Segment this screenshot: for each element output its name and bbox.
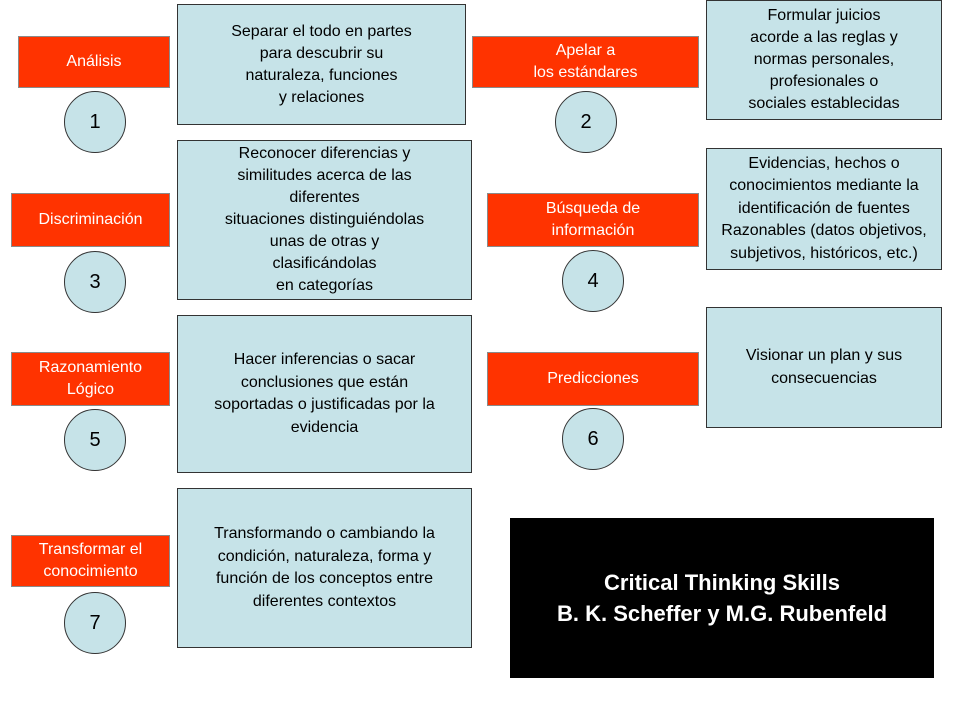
skill-number-5: 5 xyxy=(64,409,126,471)
skill-label-analisis: Análisis xyxy=(18,36,170,88)
skill-number-4: 4 xyxy=(562,250,624,312)
skill-label-predicciones: Predicciones xyxy=(487,352,699,406)
skill-number-1: 1 xyxy=(64,91,126,153)
title-line-2: B. K. Scheffer y M.G. Rubenfeld xyxy=(556,601,888,626)
skill-number-6: 6 xyxy=(562,408,624,470)
title-box xyxy=(510,518,934,678)
skill-number-2: 2 xyxy=(555,91,617,153)
skill-description-predicciones: Visionar un plan y sus consecuencias xyxy=(706,307,942,428)
skill-label-discriminacion: Discriminación xyxy=(11,193,170,247)
skill-description-analisis: Separar el todo en partes para descubrir su naturaleza, funciones y relaciones xyxy=(177,4,466,125)
skill-description-transformar-conocimiento: Transformando o cambiando la condición, naturaleza, forma y función de los conceptos entre diferentes contextos xyxy=(177,488,472,648)
skill-label-busqueda-informacion: Búsqueda de información xyxy=(487,193,699,247)
skill-description-razonamiento-logico: Hacer inferencias o sacar conclusiones que están soportadas o justificadas por la evidencia xyxy=(177,315,472,473)
skill-number-3: 3 xyxy=(64,251,126,313)
skill-label-razonamiento-logico: Razonamiento Lógico xyxy=(11,352,170,406)
skill-label-apelar-estandares: Apelar a los estándares xyxy=(472,36,699,88)
skill-number-7: 7 xyxy=(64,592,126,654)
title-line-1: Critical Thinking Skills xyxy=(604,570,840,595)
skill-description-apelar-estandares: Formular juicios acorde a las reglas y normas personales, profesionales o sociales establecidas xyxy=(706,0,942,120)
skill-description-discriminacion: Reconocer diferencias y similitudes acerca de las diferentes situaciones distinguiéndolas unas de otras y clasificándolas en categorías xyxy=(177,140,472,300)
skill-label-transformar-conocimiento: Transformar el conocimiento xyxy=(11,535,170,587)
skill-description-busqueda-informacion: Evidencias, hechos o conocimientos mediante la identificación de fuentes Razonables (datos objetivos, subjetivos, históricos, etc.) xyxy=(706,148,942,270)
